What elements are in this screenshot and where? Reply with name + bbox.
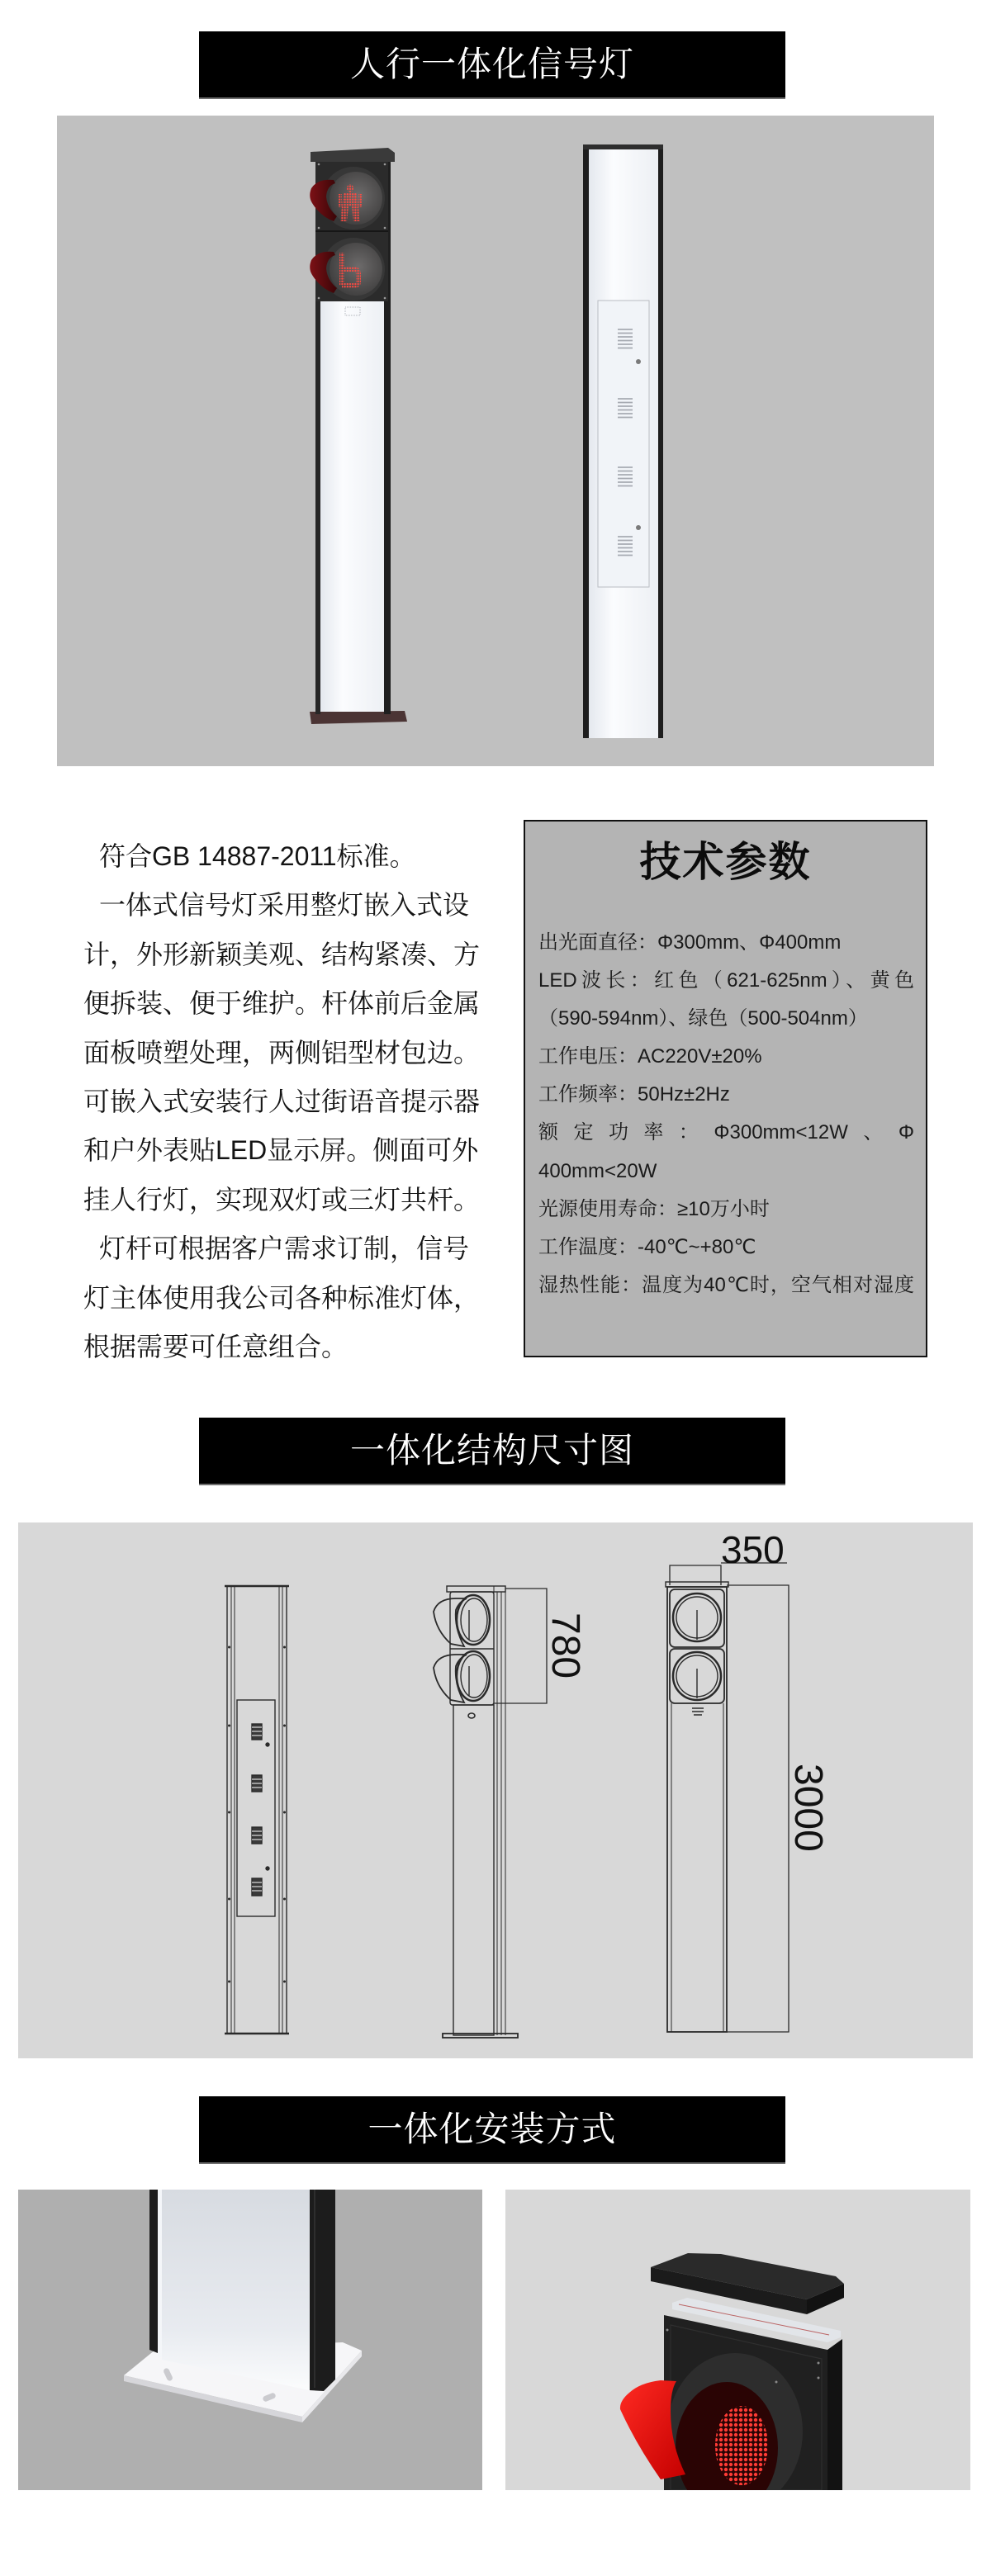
spec-line: 出光面直径：Φ300mm、Φ400mm	[538, 931, 842, 954]
left-edge-trim	[149, 2190, 158, 2353]
back-view-drawing	[225, 1586, 289, 2034]
front-view-drawing	[666, 1563, 789, 2032]
installation-head-image	[505, 2190, 970, 2490]
left-edge-trim	[583, 149, 589, 738]
spec-line: （590-594nm）、绿色（500-504nm）	[538, 1007, 868, 1030]
section-title: 人行一体化信号灯	[349, 44, 634, 84]
section-title: 一体化结构尺寸图	[349, 1430, 634, 1470]
description-line: 和户外表贴LED显示屏。侧面可外	[83, 1135, 479, 1166]
right-edge-trim	[310, 2190, 335, 2391]
installation-base-image	[18, 2190, 482, 2490]
speaker-grille-icons	[252, 1724, 262, 1896]
top-cap	[311, 148, 395, 162]
front-pole-render	[310, 148, 407, 724]
lock-icon	[636, 525, 641, 530]
dimension-width-label: 350	[721, 1528, 785, 1571]
right-edge-trim	[658, 149, 663, 738]
dimension-head-height-label: 780	[543, 1612, 587, 1679]
section-header-product	[199, 31, 785, 99]
spec-line: 工作电压：AC220V±20%	[538, 1045, 762, 1068]
pole-base-render	[18, 2190, 482, 2490]
product-render-image	[57, 116, 934, 766]
product-description	[83, 832, 496, 1371]
description-line: 符合GB 14887-2011标准。	[99, 841, 416, 871]
tech-specs-title: 技术参数	[639, 838, 812, 886]
red-led-pedestrian-icon	[715, 2406, 768, 2485]
description-line: 挂人行灯，实现双灯或三灯共杆。	[83, 1184, 481, 1215]
section-header-installation	[199, 2096, 785, 2164]
side-view-drawing	[434, 1586, 547, 2038]
top-cap	[583, 144, 663, 149]
dimension-line-total-height	[727, 1585, 789, 2032]
spec-line: 工作温度：-40℃~+80℃	[538, 1235, 756, 1258]
lock-icon	[266, 1743, 269, 1746]
signal-lamp-outline	[434, 1595, 490, 1646]
description-line: 面板喷塑处理，两侧铝型材包边。	[83, 1037, 481, 1068]
spec-line: 工作频率：50Hz±2Hz	[538, 1083, 730, 1106]
description-line: 灯杆可根据客户需求订制，信号	[99, 1234, 470, 1264]
product-render-panel	[57, 116, 934, 766]
nameplate	[692, 1708, 704, 1715]
lock-icon	[636, 359, 641, 364]
section-title: 一体化安装方式	[367, 2109, 617, 2149]
description-line: 一体式信号灯采用整灯嵌入式设	[99, 890, 470, 921]
spec-line: 额定功率：Φ300mm<12W、Φ	[538, 1121, 914, 1144]
base-plate	[310, 711, 407, 724]
side-pole-render	[583, 144, 663, 738]
spec-line: LED波长：红色（621-625nm）、黄色	[538, 969, 914, 992]
description-line: 计，外形新颖美观、结构紧凑、方	[83, 939, 481, 969]
pole-face	[162, 2190, 310, 2390]
pole-front-panel	[320, 301, 384, 712]
spec-line: 湿热性能：温度为40℃时，空气相对湿度	[538, 1273, 914, 1296]
spec-line: 400mm<20W	[538, 1159, 657, 1182]
housing-side	[827, 2339, 842, 2490]
description-line: 可嵌入式安装行人过街语音提示器	[83, 1086, 481, 1116]
lock-icon	[266, 1867, 269, 1870]
tech-specs-list	[538, 924, 914, 1305]
description-line: 灯主体使用我公司各种标准灯体，	[83, 1282, 481, 1313]
tech-specs-box	[524, 820, 927, 1357]
signal-head-exploded-render	[505, 2190, 970, 2490]
section-header-dimensions	[199, 1418, 785, 1485]
description-line: 根据需要可任意组合。	[83, 1331, 349, 1361]
signal-lamp-outline	[434, 1651, 490, 1702]
dimension-total-height-label: 3000	[786, 1764, 830, 1852]
description-line: 便拆装、便于维护。杆体前后金属	[83, 988, 481, 1019]
dimension-line-head-height	[494, 1589, 547, 1703]
spec-line: 光源使用寿命：≥10万小时	[538, 1197, 770, 1220]
